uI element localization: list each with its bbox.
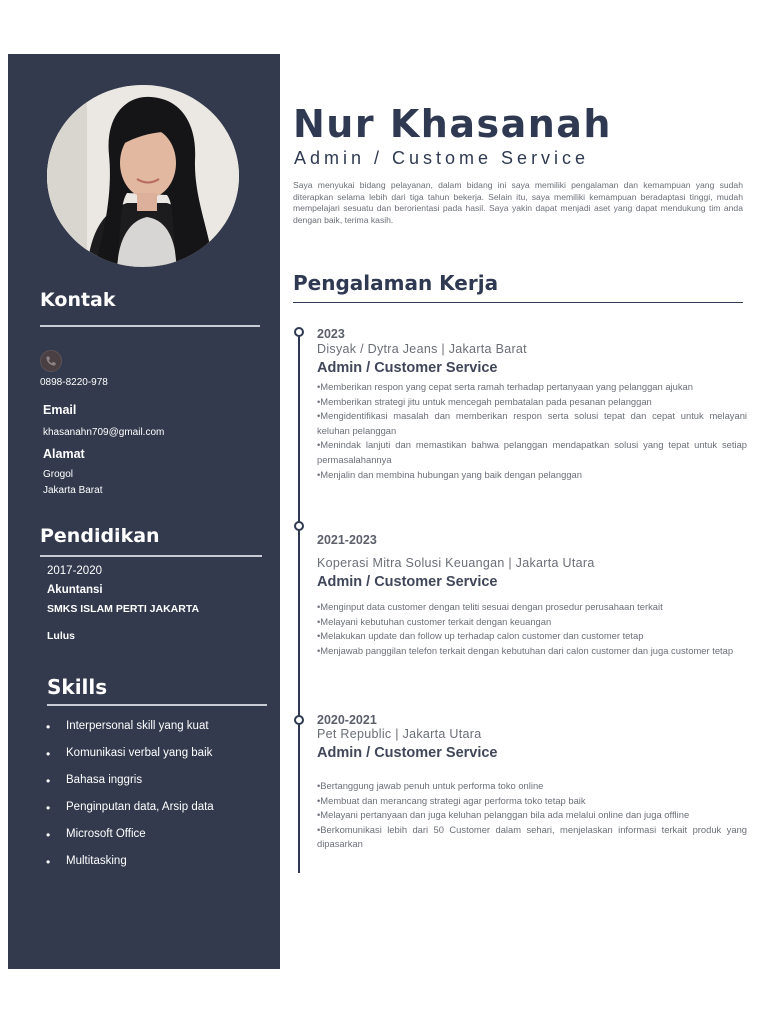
job-year: 2021-2023	[317, 533, 377, 547]
job-bullet: • Menginput data customer dengan teliti sesuai dengan prosedur perusahaan terkait	[317, 600, 747, 615]
education-major: Akuntansi	[47, 584, 103, 596]
job-bullets	[317, 779, 747, 852]
address-line2: Jakarta Barat	[43, 485, 103, 496]
skill-item: • Bahasa inggris	[46, 774, 214, 801]
job-bullet: • Memberikan strategi jitu untuk mencegah pembatalan pada pesanan pelanggan	[317, 395, 747, 410]
skill-item: • Microsoft Office	[46, 828, 214, 855]
address-line1: Grogol	[43, 469, 74, 480]
phone-icon	[40, 350, 62, 372]
profile-photo-image	[47, 85, 239, 267]
job-bullet: • Melayani pertanyaan dan juga keluhan pelanggan bila ada melalui online dan juga offline	[317, 808, 747, 823]
job-bullet: • Membuat dan merancang strategi agar performa toko tetap baik	[317, 794, 747, 809]
skills-heading: Skills	[47, 675, 108, 699]
job-bullet: • Melakukan update dan follow up terhadap calon customer dan customer tetap	[317, 629, 747, 644]
job-bullets	[317, 380, 747, 482]
sidebar	[8, 54, 280, 969]
timeline-dot	[294, 521, 304, 531]
job-bullet: • Mengidentifikasi masalah dan memberikan respon serta solusi tepat dan cepat untuk melayani keluhan pelanggan	[317, 409, 747, 438]
education-years: 2017-2020	[47, 565, 102, 577]
experience-divider	[293, 302, 743, 303]
skill-item: • Penginputan data, Arsip data	[46, 801, 214, 828]
job-entry	[317, 713, 747, 852]
skills-divider	[47, 704, 267, 706]
experience-heading: Pengalaman Kerja	[293, 271, 499, 295]
job-company: Pet Republic | Jakarta Utara	[317, 727, 482, 741]
timeline-dot	[294, 715, 304, 725]
job-year: 2020-2021	[317, 713, 377, 727]
job-bullet: • Berkomunikasi lebih dari 50 Customer dalam sehari, menjelaskan informasi terkait produk yang dipasarkan	[317, 823, 747, 852]
timeline-dot	[294, 327, 304, 337]
skill-item: • Multitasking	[46, 855, 214, 882]
job-bullet: • Melayani kebutuhan customer terkait dengan keuangan	[317, 615, 747, 630]
skill-item: • Komunikasi verbal yang baik	[46, 747, 214, 774]
job-entry	[317, 533, 747, 658]
job-company: Disyak / Dytra Jeans | Jakarta Barat	[317, 342, 527, 356]
job-title: Admin / Customer Service	[317, 360, 498, 376]
job-bullet: • Bertanggung jawab penuh untuk performa toko online	[317, 779, 747, 794]
education-heading: Pendidikan	[40, 525, 160, 547]
skills-list	[46, 720, 214, 882]
address-label: Alamat	[43, 447, 85, 461]
timeline-line	[298, 333, 300, 873]
education-divider	[40, 555, 262, 557]
education-school: SMKS ISLAM PERTI JAKARTA	[47, 603, 200, 615]
job-bullet: • Menjalin dan membina hubungan yang baik dengan pelanggan	[317, 468, 747, 483]
skill-item: • Interpersonal skill yang kuat	[46, 720, 214, 747]
education-status: Lulus	[47, 630, 75, 642]
profile-summary: Saya menyukai bidang pelayanan, dalam bidang ini saya memiliki pengalaman dan kemampuan yang sudah diterapkan selama lebih dari tiga tahun bekerja. Selain itu, saya memiliki kemampuan beradaptasi tinggi, mudah mempelajari sesuatu dan berorientasi pada hasil. Saya yakin dapat menjadi aset yang dapat mendukung tim anda dengan baik, terima kasih.	[293, 180, 743, 225]
job-bullet: • Menjawab panggilan telefon terkait dengan kebutuhan dari calon customer dan juga customer tetap	[317, 644, 747, 659]
job-bullet: • Menindak lanjuti dan memastikan bahwa pelanggan mendapatkan solusi yang tepat untuk setiap permasalahannya	[317, 438, 747, 467]
full-name: Nur Khasanah	[293, 102, 612, 146]
email-value: khasanahn709@gmail.com	[43, 427, 165, 438]
job-bullet: • Memberikan respon yang cepat serta ramah terhadap pertanyaan yang pelanggan ajukan	[317, 380, 747, 395]
job-title: Admin / Customer Service	[317, 574, 498, 590]
job-bullets	[317, 600, 747, 658]
job-entry	[317, 327, 747, 482]
job-company: Koperasi Mitra Solusi Keuangan | Jakarta Utara	[317, 556, 595, 570]
email-label: Email	[43, 403, 77, 417]
profile-photo	[47, 85, 239, 267]
job-year: 2023	[317, 327, 345, 341]
job-title: Admin / Customer Service	[317, 745, 498, 761]
contact-divider	[40, 325, 260, 327]
contact-heading: Kontak	[40, 289, 116, 311]
job-role: Admin / Custome Service	[294, 148, 590, 168]
phone-number: 0898-8220-978	[40, 377, 108, 388]
